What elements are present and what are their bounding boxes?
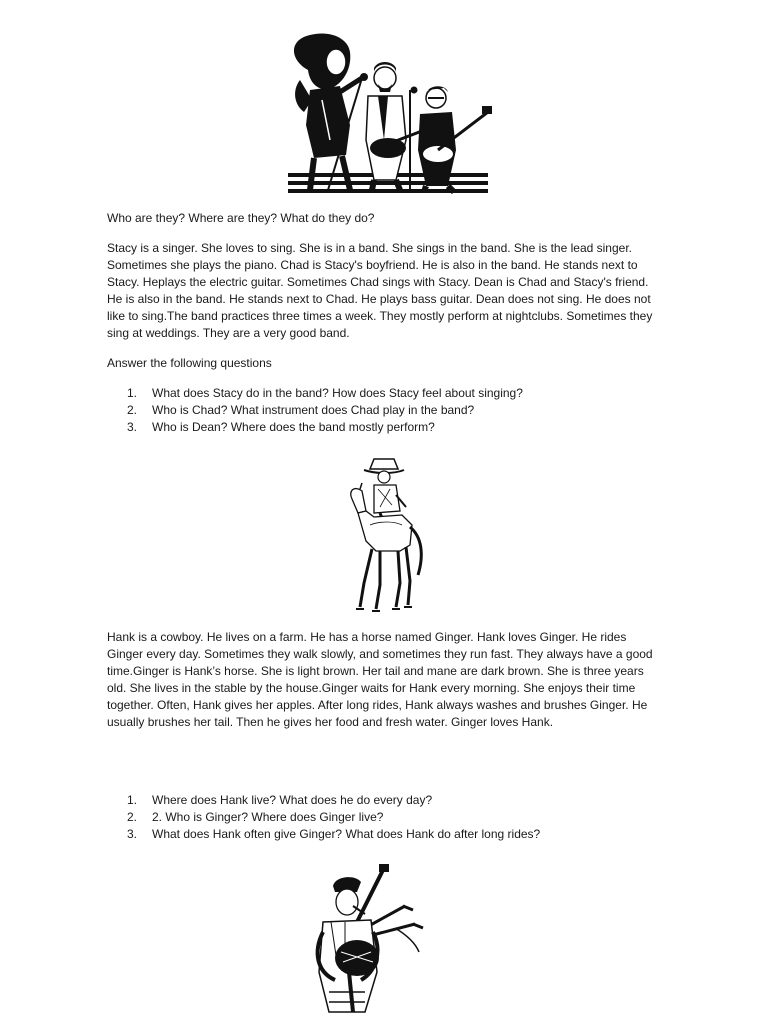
question-text: 2. Who is Ginger? Where does Ginger live? (152, 810, 384, 824)
list-item (107, 385, 667, 402)
list-item (107, 809, 667, 826)
question-text: Who is Chad? What instrument does Chad play in the band? (152, 403, 475, 417)
list-item (107, 402, 667, 419)
band-questions-list (107, 385, 667, 436)
question-number: 2. (127, 810, 138, 824)
band-story-paragraph: Stacy is a singer. She loves to sing. She is in a band. She sings in the band. She is the lead singer. Sometimes she plays the piano. Chad is Stacy's boyfriend. He is also in the band. He stands next to Stacy. Heplays the electric guitar. Sometimes Chad sings with Stacy. Dean is Chad and Stacy's friend. He is also in the band. He stands next to Chad. He plays bass guitar. Dean does not sing. He does not like to sing.The band practices three times a week. They mostly perform at nightclubs. Sometimes they sing at weddings. They are a very good band. (107, 241, 653, 340)
questions-prompt: Answer the following questions (107, 356, 272, 370)
question-number: 3. (127, 827, 138, 841)
question-text: Where does Hank live? What does he do every day? (152, 793, 433, 807)
question-number: 1. (127, 793, 138, 807)
intro-questions: Who are they? Where are they? What do they do? (107, 211, 375, 225)
question-text: Who is Dean? Where does the band mostly perform? (152, 420, 435, 434)
hank-story-paragraph: Hank is a cowboy. He lives on a farm. He has a horse named Ginger. Hank loves Ginger. He rides Ginger every day. Sometimes they walk slowly, and sometimes they run fast. They always have a good time.Ginger is Hank’s horse. She is light brown. Her tail and mane are dark brown. She is three years old. She lives in the stable by the house.Ginger waits for Hank every morning. She enjoys their time together. Often, Hank gives her apples. After long rides, Hank always washes and brushes Ginger. He usually brushes her tail. Then he gives her food and fresh water. Ginger loves Hank. (107, 630, 653, 729)
question-number: 1. (127, 386, 138, 400)
bagpiper-illustration (295, 862, 430, 1022)
list-item (107, 792, 667, 809)
question-number: 2. (127, 403, 138, 417)
cowboy-on-horse-illustration (340, 455, 430, 615)
list-item (107, 419, 667, 436)
question-text: What does Hank often give Ginger? What does Hank do after long rides? (152, 827, 541, 841)
question-number: 3. (127, 420, 138, 434)
list-item (107, 826, 667, 843)
question-text: What does Stacy do in the band? How does Stacy feel about singing? (152, 386, 523, 400)
rock-band-illustration (270, 30, 495, 195)
hank-questions-list (107, 792, 667, 843)
